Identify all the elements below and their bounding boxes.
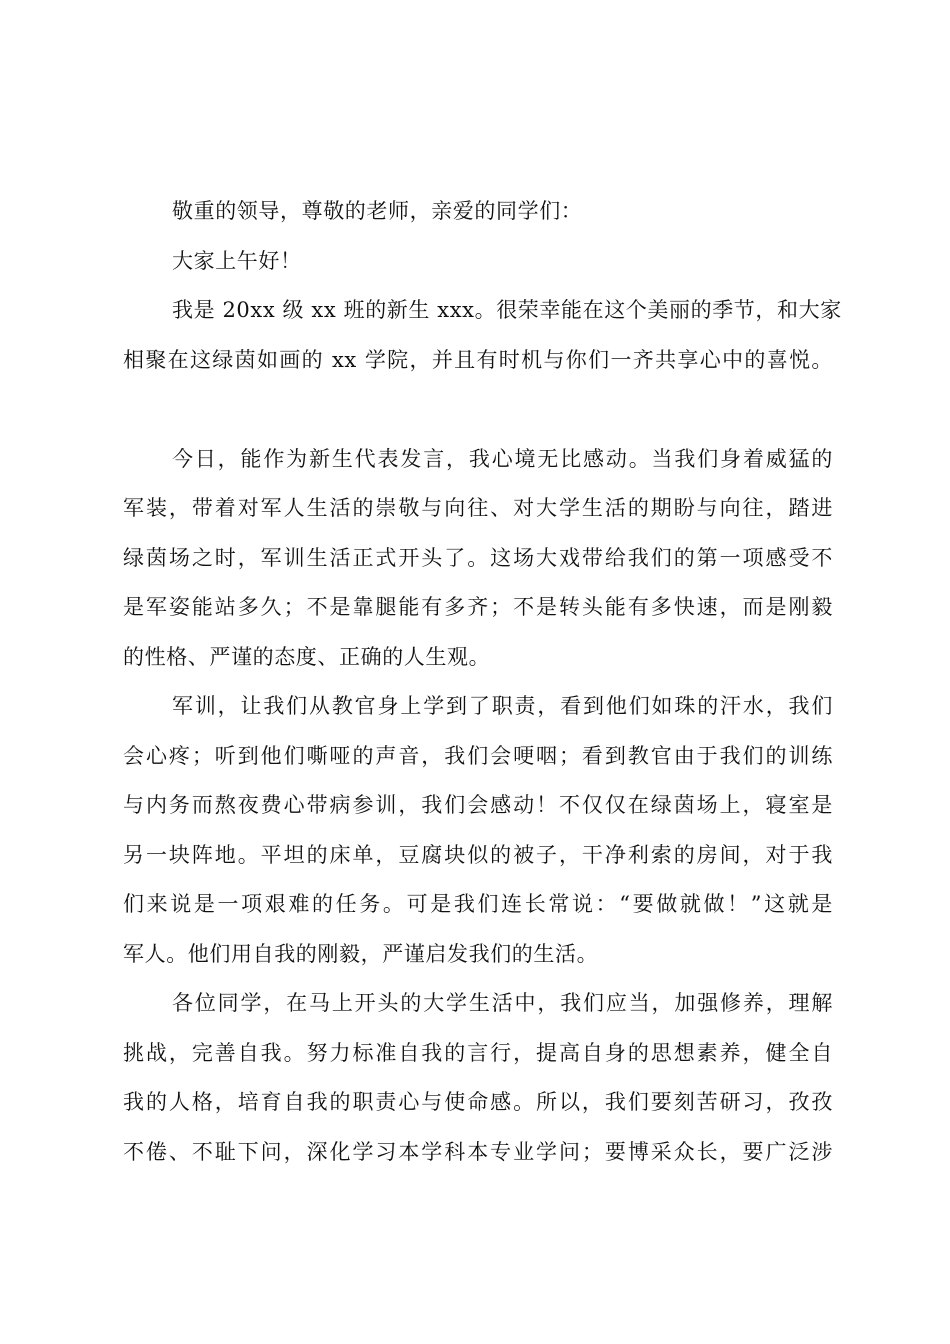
paragraph-greeting <box>123 237 833 287</box>
text-line: 绿茵场之时，军训生活正式开头了。这场大戏带给我们的第一项感受不 <box>123 545 833 570</box>
text-line: 敬重的领导，尊敬的老师，亲爱的同学们： <box>172 199 583 223</box>
text-line: 另一块阵地。平坦的床单，豆腐块似的被子，干净利索的房间，对于我 <box>123 842 833 867</box>
paragraph-introduction <box>123 286 842 385</box>
text-line: 挑战，完善自我。努力标准自我的言行，提高自身的思想素养，健全自 <box>123 1040 833 1065</box>
paragraph-military-training <box>123 682 833 979</box>
paragraph-salutation <box>123 187 833 237</box>
text-line: 与内务而熬夜费心带病参训，我们会感动！不仅仅在绿茵场上，寝室是 <box>123 793 833 817</box>
text-line: 军装，带着对军人生活的崇敬与向往、对大学生活的期盼与向往，踏进 <box>123 496 833 520</box>
text-line: 军人。他们用自我的刚毅，严谨启发我们的生活。 <box>123 941 599 966</box>
text-line: 的性格、严谨的态度、正确的人生观。 <box>123 644 491 669</box>
text-line: 我是 20xx 级 xx 班的新生 xxx。很荣幸能在这个美丽的季节，和大家 <box>172 298 842 322</box>
text-line: 会心疼；听到他们嘶哑的声音，我们会哽咽；看到教官由于我们的训练 <box>123 743 833 768</box>
document-body <box>123 187 842 1177</box>
paragraph-speech-intro <box>123 435 833 683</box>
paragraph-university-life <box>123 979 833 1177</box>
text-line: 军训，让我们从教官身上学到了职责，看到他们如珠的汗水，我们 <box>172 694 833 718</box>
text-line: 各位同学，在马上开头的大学生活中，我们应当，加强修养，理解 <box>172 991 833 1015</box>
text-line: 不倦、不耻下问，深化学习本学科本专业学问；要博采众长，要广泛涉 <box>123 1139 833 1164</box>
text-line: 大家上午好！ <box>172 248 302 273</box>
text-line: 是军姿能站多久；不是靠腿能有多齐；不是转头能有多快速，而是刚毅 <box>123 595 833 619</box>
paragraph-spacer <box>123 385 833 435</box>
text-line: 我的人格，培育自我的职责心与使命感。所以，我们要刻苦研习，孜孜 <box>123 1090 833 1114</box>
text-line: 们来说是一项艰难的任务。可是我们连长常说：“要做就做！”这就是 <box>123 892 833 916</box>
text-line: 相聚在这绿茵如画的 xx 学院，并且有时机与你们一齐共享心中的喜悦。 <box>123 347 833 372</box>
text-line: 今日，能作为新生代表发言，我心境无比感动。当我们身着威猛的 <box>172 446 833 471</box>
